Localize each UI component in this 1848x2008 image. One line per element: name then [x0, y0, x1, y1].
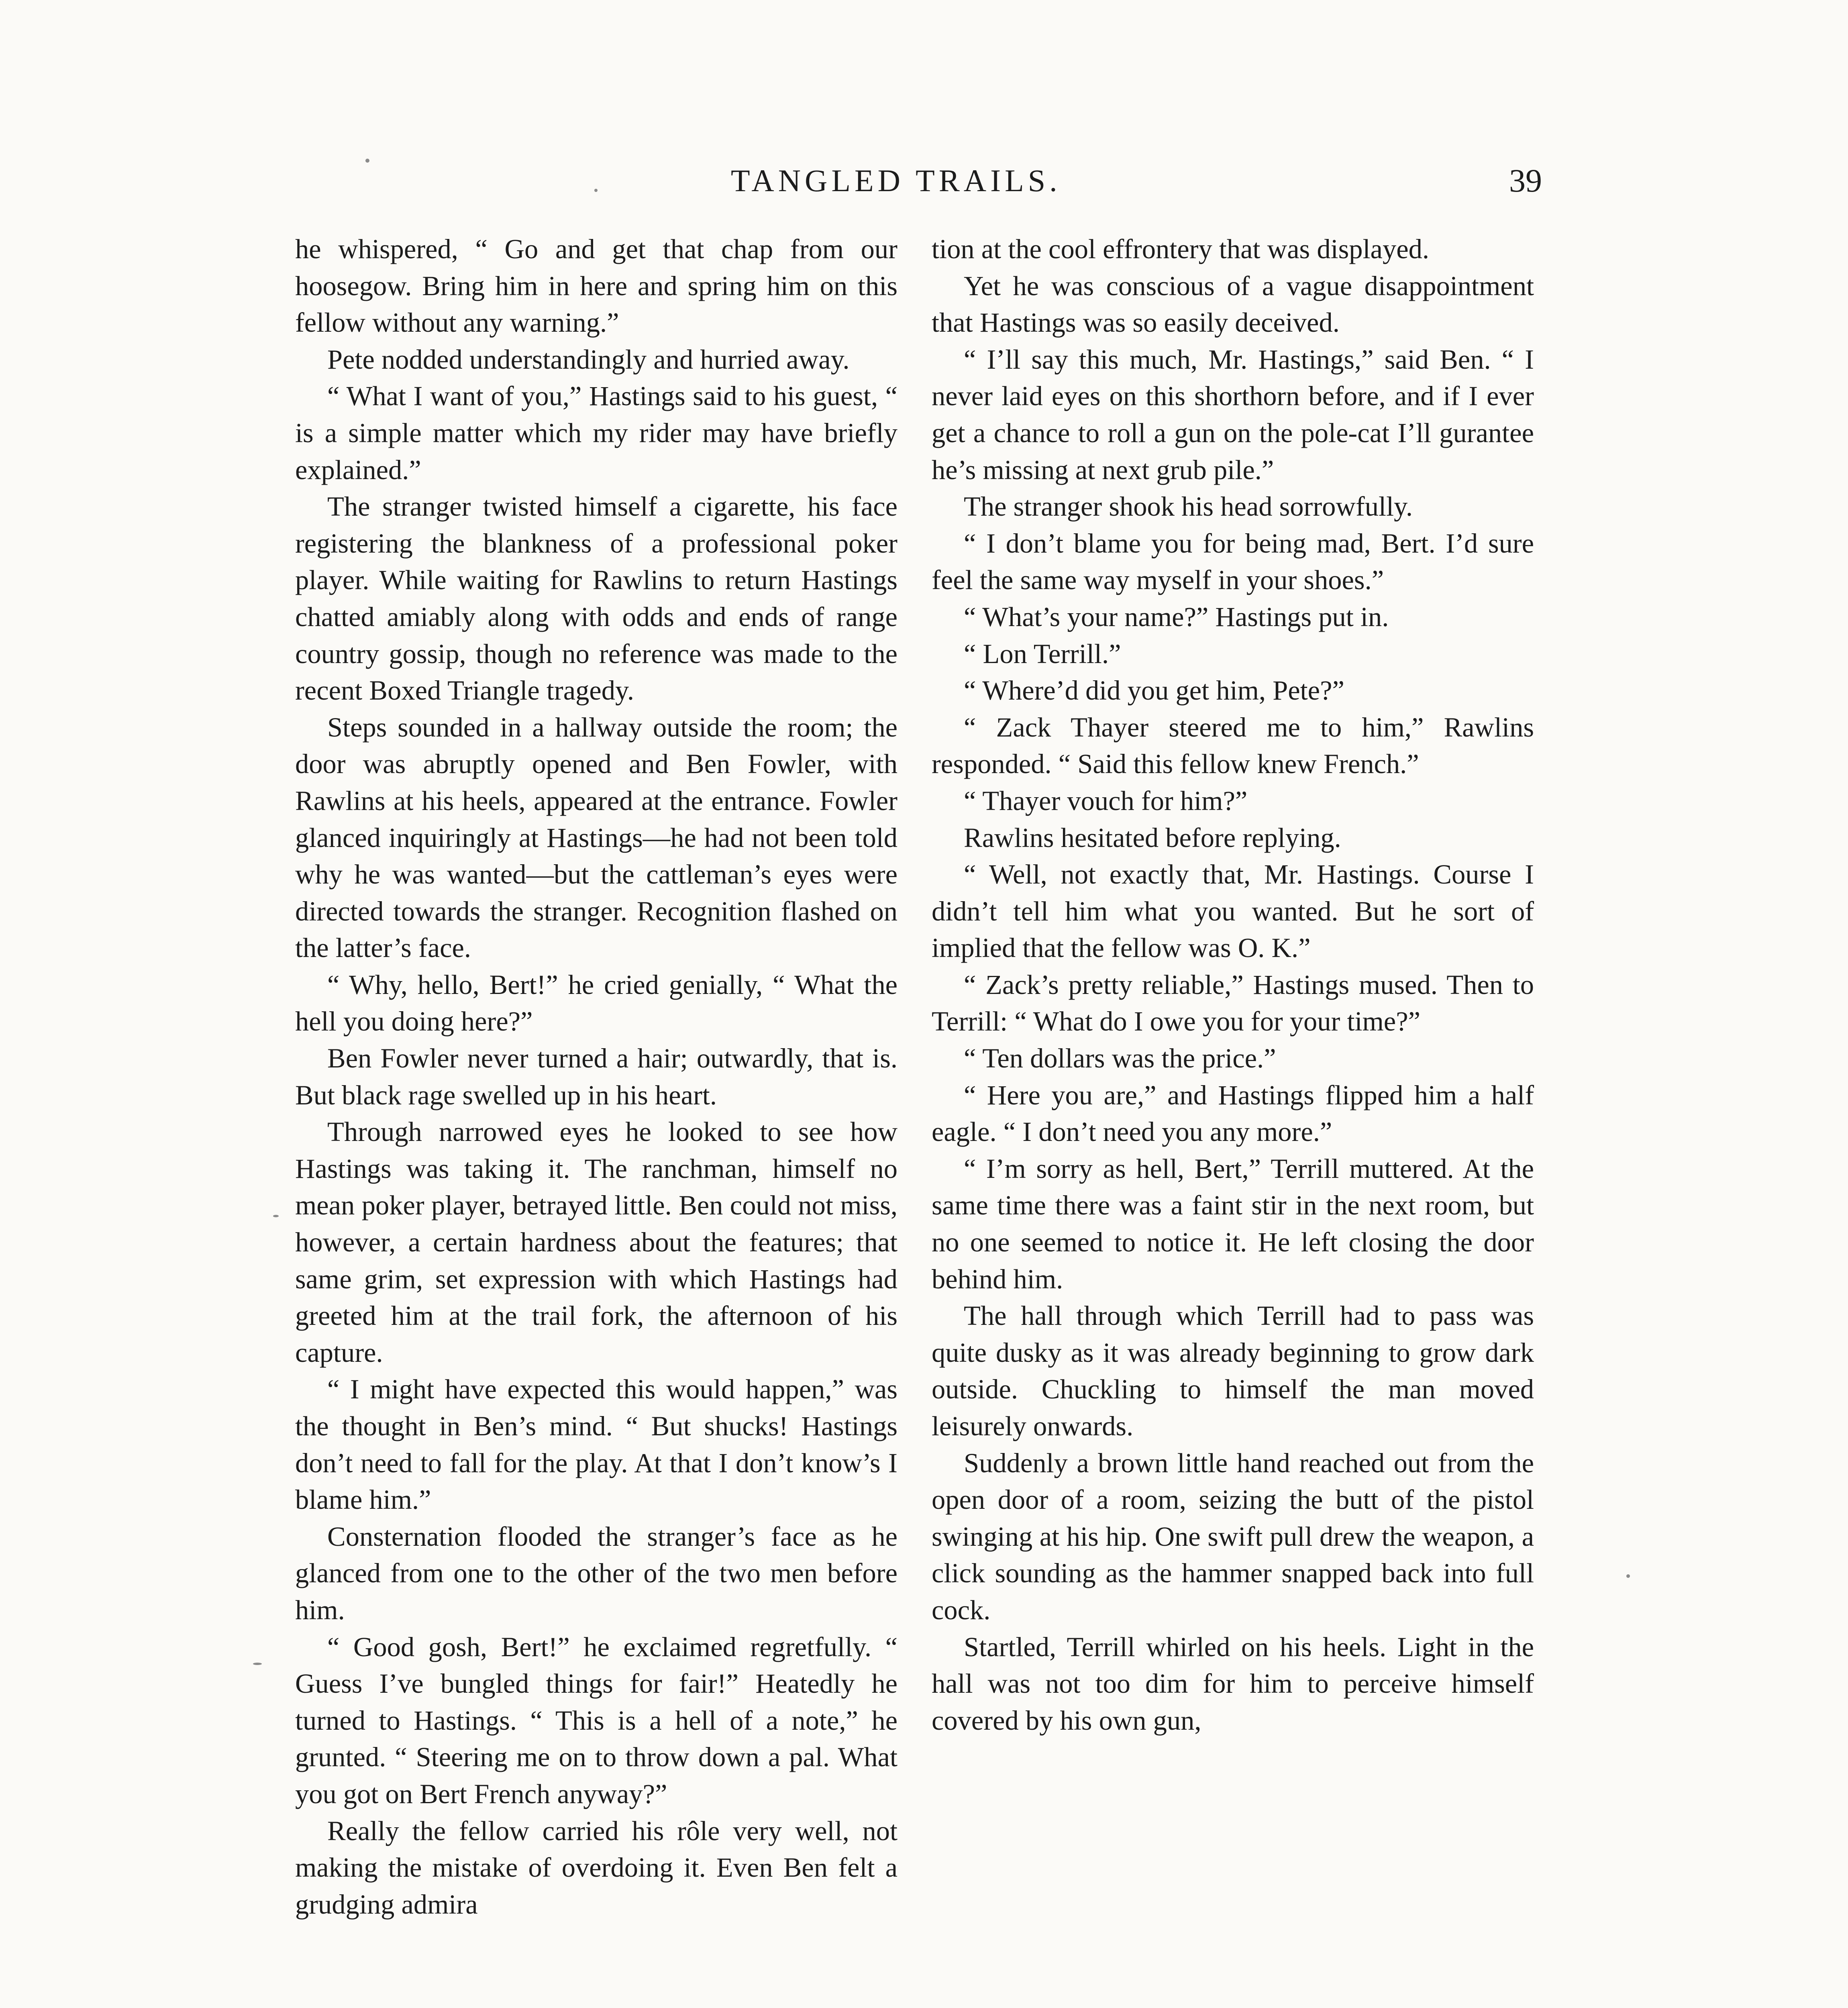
paragraph: Ben Fowler never turned a hair; outwardly, that is. But black rage swelled up in his heart.: [295, 1043, 897, 1110]
paragraph: “ Where’d did you get him, Pete?”: [964, 675, 1344, 706]
paragraph: Pete nodded understandingly and hurried away.: [327, 344, 850, 375]
scan-speck: [273, 1215, 279, 1217]
left-column: [295, 231, 897, 1923]
paragraph: Suddenly a brown little hand reached out from the open door of a room, seizing the butt of the pistol swinging at his hip. One swift pull drew the weapon, a click sounding as the hammer snapped back into full cock.: [932, 1447, 1534, 1625]
running-head: [297, 161, 1542, 201]
paragraph: “ I might have expected this would happen,” was the thought in Ben’s mind. “ But shucks! Hastings don’t need to fall for the play. At that I don’t know’s I blame him.”: [295, 1374, 897, 1515]
paragraph: “ Zack Thayer steered me to him,” Rawlins responded. “ Said this fellow knew French.”: [932, 712, 1534, 780]
paragraph: Startled, Terrill whirled on his heels. Light in the hall was not too dim for him to perceive himself covered by his own gun,: [932, 1631, 1534, 1736]
right-column: [932, 231, 1534, 1739]
paragraph: “ I’ll say this much, Mr. Hastings,” said Ben. “ I never laid eyes on this shorthorn before, and if I ever get a chance to roll a gun on the pole-cat I’ll gurantee he’s missing at next grub pile.”: [932, 344, 1534, 485]
paragraph: The stranger twisted himself a cigarette, his face registering the blankness of a professional poker player. While waiting for Rawlins to return Hastings chatted amiably along with odds and ends of range country gossip, though no reference was made to the recent Boxed Triangle tragedy.: [295, 491, 897, 706]
paragraph: he whispered, “ Go and get that chap from our hoosegow. Bring him in here and spring him on this fellow without any warning.”: [295, 234, 897, 338]
paragraph: Rawlins hesitated before replying.: [964, 822, 1341, 853]
paragraph: “ Well, not exactly that, Mr. Hastings. Course I didn’t tell him what you wanted. But he sort of implied that the fellow was O. K.”: [932, 859, 1534, 963]
page-number: 39: [1509, 162, 1542, 199]
paragraph: “ Zack’s pretty reliable,” Hastings mused. Then to Terrill: “ What do I owe you for your time?”: [932, 969, 1534, 1037]
paragraph: Really the fellow carried his rôle very well, not making the mistake of overdoing it. Even Ben felt a grudging admira: [295, 1815, 897, 1920]
paragraph: The stranger shook his head sorrowfully.: [964, 491, 1413, 522]
paragraph: “ I don’t blame you for being mad, Bert. I’d sure feel the same way myself in your shoes.”: [932, 528, 1534, 596]
scan-speck: [594, 189, 598, 192]
paragraph: Through narrowed eyes he looked to see how Hastings was taking it. The ranchman, himself no mean poker player, betrayed little. Ben could not miss, however, a certain hardness about the features; that same grim, set expression with which Hastings had greeted him at the trail fork, the afternoon of his capture.: [295, 1116, 897, 1368]
paragraph: Steps sounded in a hallway outside the room; the door was abruptly opened and Ben Fowler, with Rawlins at his heels, appeared at the entrance. Fowler glanced inquiringly at Hastings—he had not been told why he was wanted—but the cattleman’s eyes were directed towards the stranger. Recognition flashed on the latter’s face.: [295, 712, 897, 963]
scan-speck: [365, 159, 369, 163]
paragraph: tion at the cool effrontery that was displayed.: [932, 234, 1429, 264]
paragraph: “ Lon Terrill.”: [964, 638, 1121, 669]
paragraph: “ Why, hello, Bert!” he cried genially, “ What the hell you doing here?”: [295, 969, 897, 1037]
paragraph: “ What’s your name?” Hastings put in.: [964, 601, 1389, 632]
running-title: TANGLED TRAILS.: [731, 163, 1061, 198]
paragraph: Yet he was conscious of a vague disappointment that Hastings was so easily deceived.: [932, 270, 1534, 338]
paragraph: “ I’m sorry as hell, Bert,” Terrill muttered. At the same time there was a faint stir in the next room, but no one seemed to notice it. He left closing the door behind him.: [932, 1153, 1534, 1294]
paragraph: “ What I want of you,” Hastings said to his guest, “ is a simple matter which my rider may have briefly explained.”: [295, 381, 897, 485]
paragraph: Consternation flooded the stranger’s face as he glanced from one to the other of the two men before him.: [295, 1521, 897, 1625]
scan-speck: [1626, 1574, 1630, 1578]
paragraph: “ Ten dollars was the price.”: [964, 1043, 1276, 1074]
paragraph: “ Good gosh, Bert!” he exclaimed regretfully. “ Guess I’ve bungled things for fair!” Heatedly he turned to Hastings. “ This is a hell of a note,” he grunted. “ Steering me on to throw down a pal. What you got on Bert French anyway?”: [295, 1631, 897, 1809]
paragraph: “ Here you are,” and Hastings flipped him a half eagle. “ I don’t need you any more.”: [932, 1080, 1534, 1147]
scan-speck: [253, 1663, 262, 1665]
paragraph: “ Thayer vouch for him?”: [964, 785, 1248, 816]
paragraph: The hall through which Terrill had to pass was quite dusky as it was already beginning to grow dark outside. Chuckling to himself the man moved leisurely onwards.: [932, 1300, 1534, 1441]
